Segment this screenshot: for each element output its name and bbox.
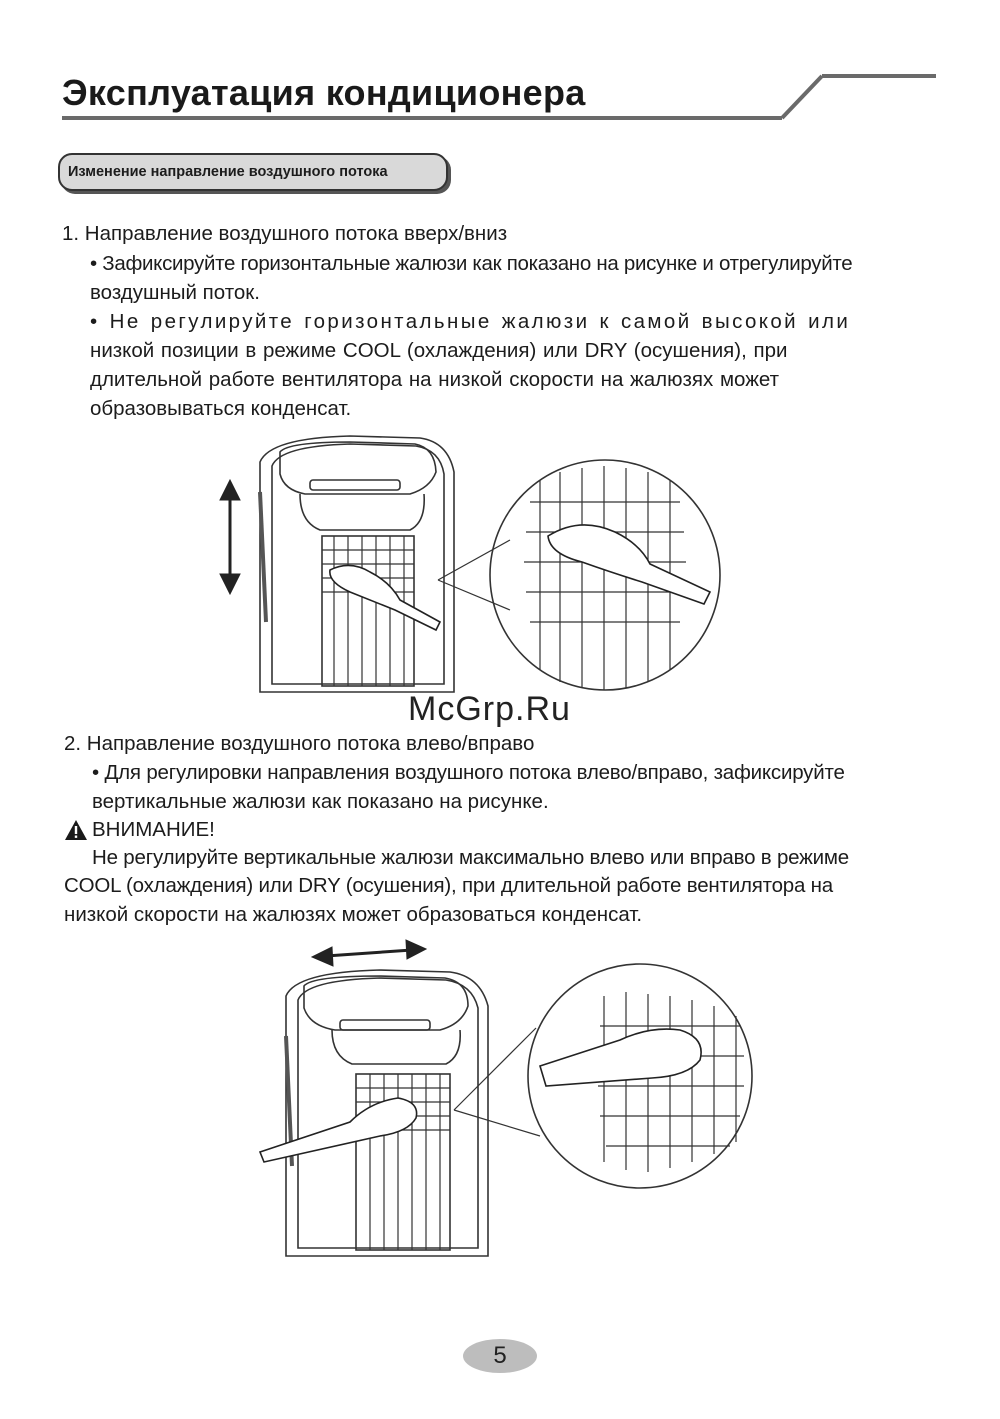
warning-line3: низкой скорости на жалюзях может образоваться конденсат.: [64, 903, 643, 926]
figure-up-down-louvers: [210, 432, 750, 722]
part1-bullet2-line3: длительной работе вентилятора на низкой скорости на жалюзях может: [90, 368, 780, 391]
part1-bullet2-line1: • Не регулируйте горизонтальные жалюзи к самой высокой или: [90, 310, 851, 333]
warning-line1: Не регулируйте вертикальные жалюзи максимально влево или вправо в режиме: [92, 846, 850, 869]
part1-heading: 1. Направление воздушного потока вверх/вниз: [62, 222, 508, 245]
section-label: Изменение направление воздушного потока: [58, 153, 448, 191]
hand-icon: [260, 1098, 417, 1162]
hand-closeup-icon: [540, 1029, 701, 1086]
part2-bullet-line2: вертикальные жалюзи как показано на рисунке.: [92, 790, 549, 813]
part2-bullet-line1: • Для регулировки направления воздушного потока влево/вправо, зафиксируйте: [92, 761, 845, 784]
warning-icon: [64, 819, 88, 841]
zoom-detail-circle: [490, 460, 720, 690]
watermark: McGrp.Ru: [408, 690, 571, 728]
left-right-arrow-icon: [312, 940, 426, 966]
warning-line2: COOL (охлаждения) или DRY (осушения), при длительной работе вентилятора на: [64, 874, 834, 897]
hand-icon: [330, 565, 440, 630]
part1-bullet2-line2: низкой позиции в режиме COOL (охлаждения) или DRY (осушения), при: [90, 339, 788, 362]
warning-label: ВНИМАНИЕ!: [92, 818, 215, 841]
air-conditioner-unit-icon: [260, 436, 454, 692]
page-number: 5: [493, 1342, 507, 1369]
up-down-arrow-icon: [220, 480, 240, 594]
part1-bullet1-line1: • Зафиксируйте горизонтальные жалюзи как показано на рисунке и отрегулируйте: [90, 252, 853, 275]
part1-bullet2-line4: образовываться конденсат.: [90, 397, 352, 420]
part1-bullet1-line2: воздушный поток.: [90, 281, 260, 304]
page-title: Эксплуатация кондиционера: [62, 72, 586, 113]
part2-heading: 2. Направление воздушного потока влево/вправо: [64, 732, 535, 755]
warning-heading: [64, 815, 215, 844]
figure-left-right-louvers: [240, 936, 780, 1266]
